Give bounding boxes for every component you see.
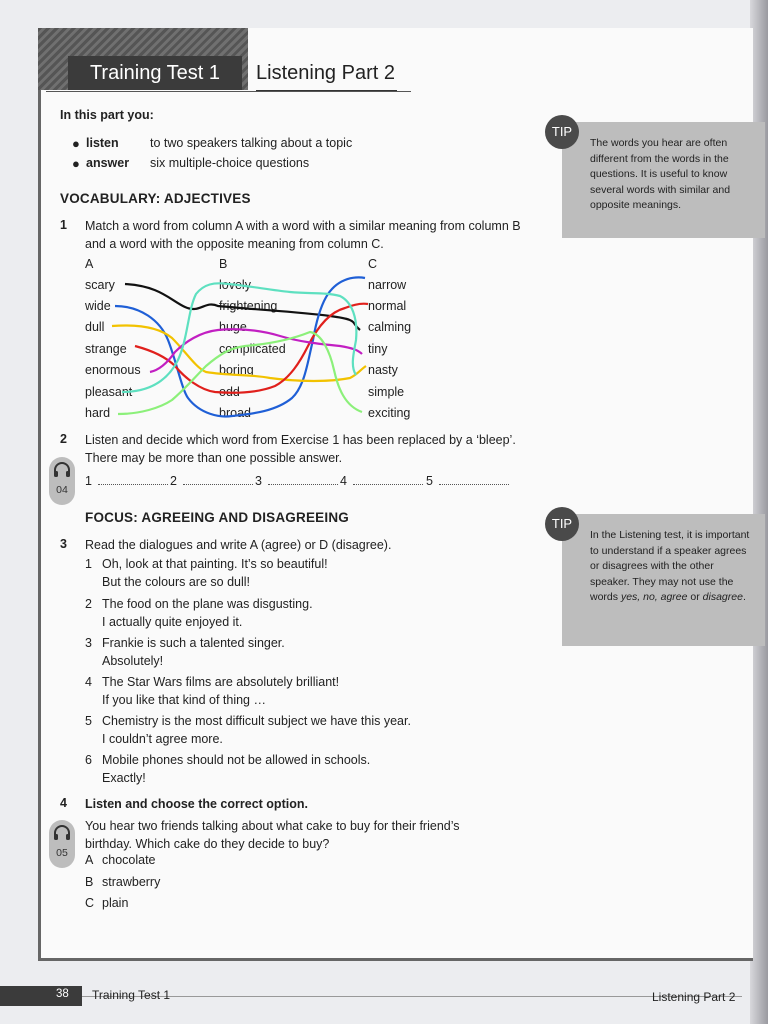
match-line-black <box>125 284 360 330</box>
column-b-word: huge <box>219 320 247 334</box>
option-text: strawberry <box>102 875 161 889</box>
bullet-text: six multiple-choice questions <box>150 156 310 170</box>
column-a-word: hard <box>85 406 111 420</box>
question-number: 4 <box>60 796 67 810</box>
question-number: 1 <box>60 218 67 232</box>
tip-text-italic: yes, no, agree <box>620 591 688 603</box>
answer-slot[interactable] <box>170 474 253 488</box>
tip-badge-2: TIP <box>545 507 579 541</box>
answer-number: 2 <box>170 474 177 488</box>
tip-badge-1: TIP <box>545 115 579 149</box>
audio-track-badge[interactable] <box>49 820 75 868</box>
column-c-word: normal <box>368 299 407 313</box>
answer-slot[interactable] <box>340 474 423 488</box>
question-prompt: You hear two friends talking about what cake to buy for their friend’s birthday. Which cake do they decide to buy? <box>85 819 460 851</box>
dialogue-line-2: Absolutely! <box>102 654 164 668</box>
match-line-lightgreen <box>118 332 362 414</box>
dialogue-number: 5 <box>85 714 92 728</box>
bullet-text: to two speakers talking about a topic <box>150 136 353 150</box>
test-title: Training Test 1 <box>68 56 242 90</box>
column-b-word: boring <box>219 363 254 377</box>
answer-blank[interactable] <box>268 474 338 485</box>
column-c-word: calming <box>368 320 412 334</box>
column-c-word: nasty <box>368 363 398 377</box>
column-b-word: lovely <box>219 278 251 292</box>
footer-test-title: Training Test 1 <box>92 988 171 1002</box>
dialogue-line-1: The Star Wars films are absolutely brilliant! <box>102 675 340 689</box>
footer-divider <box>82 996 742 997</box>
tip-text-part: . <box>742 591 746 603</box>
headphones-icon <box>52 823 72 843</box>
dialogue-number: 3 <box>85 636 92 650</box>
answer-number: 4 <box>340 474 347 488</box>
dialogue-line-2: I actually quite enjoyed it. <box>102 615 243 629</box>
dialogue-line-2: Exactly! <box>102 771 146 785</box>
page-number: 38 <box>56 988 69 1000</box>
column-a-heading: A <box>85 257 94 271</box>
answer-blank[interactable] <box>183 474 253 485</box>
tip-text-part: or <box>687 591 703 603</box>
column-c-word: exciting <box>368 406 411 420</box>
column-a-word: pleasant <box>85 385 133 399</box>
answer-slot[interactable] <box>426 474 509 488</box>
tip-text-part: In the Listening test, it is important to understand if a speaker agrees or disagrees with the other speaker. They may not use the words <box>590 529 750 603</box>
column-b-word: complicated <box>219 342 286 356</box>
column-a-word: dull <box>85 320 105 334</box>
option-text: plain <box>102 896 129 910</box>
bullet-dot-icon: ● <box>72 156 80 171</box>
headphones-icon <box>52 460 72 480</box>
dialogue-line-1: Oh, look at that painting. It’s so beautiful! <box>102 557 328 571</box>
section-heading-vocabulary: VOCABULARY: ADJECTIVES <box>60 191 251 206</box>
answer-number: 1 <box>85 474 92 488</box>
dialogue-number: 2 <box>85 597 92 611</box>
dialogue-line-2: But the colours are so dull! <box>102 575 250 589</box>
tip-text: The words you hear are often different from the words in the questions. It is useful to know several words with similar and opposite meanings. <box>590 137 731 211</box>
section-heading-focus: FOCUS: AGREEING AND DISAGREEING <box>85 510 349 525</box>
tip-text-italic: disagree <box>702 591 743 603</box>
option-letter: A <box>85 853 94 867</box>
column-b-heading: B <box>219 257 228 271</box>
answer-blank[interactable] <box>353 474 423 485</box>
column-a-word: wide <box>85 299 111 313</box>
audio-track-number: 04 <box>56 484 68 496</box>
question-text: Match a word from column A with a word with a similar meaning from column B and a word with the opposite meaning from column C. <box>85 219 521 251</box>
question-text: Listen and choose the correct option. <box>85 797 308 811</box>
answer-slot[interactable] <box>255 474 338 488</box>
dialogue-line-2: If you like that kind of thing … <box>102 693 266 707</box>
column-b-word: odd <box>219 385 240 399</box>
option-text: chocolate <box>102 853 156 867</box>
audio-track-number: 05 <box>56 847 68 859</box>
column-c-word: simple <box>368 385 405 399</box>
column-c-word: tiny <box>368 342 388 356</box>
footer-page-tab <box>0 986 82 1006</box>
bullet-dot-icon: ● <box>72 136 80 151</box>
column-c-word: narrow <box>368 278 407 292</box>
question-text: Listen and decide which word from Exercise 1 has been replaced by a ‘bleep’. There may be more than one possible answer. <box>85 433 516 465</box>
dialogue-line-1: Mobile phones should not be allowed in schools. <box>102 753 371 767</box>
bullet-keyword: answer <box>86 156 130 170</box>
column-a-word: strange <box>85 342 127 356</box>
answer-blank[interactable] <box>439 474 509 485</box>
answer-number: 5 <box>426 474 433 488</box>
question-text: Read the dialogues and write A (agree) or D (disagree). <box>85 538 392 552</box>
dialogue-line-2: I couldn’t agree more. <box>102 732 223 746</box>
answer-slot[interactable] <box>85 474 168 488</box>
bullet-keyword: listen <box>86 136 119 150</box>
option-letter: C <box>85 896 95 910</box>
question-number: 3 <box>60 537 67 551</box>
part-title: Listening Part 2 <box>256 58 397 92</box>
column-a-word: enormous <box>85 363 141 377</box>
dialogue-line-1: Chemistry is the most difficult subject we have this year. <box>102 714 411 728</box>
tip-box-2 <box>562 514 765 646</box>
column-c-heading: C <box>368 257 378 271</box>
column-b-word: frightening <box>219 299 278 313</box>
footer-part-title: Listening Part 2 <box>652 990 736 1004</box>
dialogue-number: 6 <box>85 753 92 767</box>
intro-heading: In this part you: <box>60 108 154 122</box>
audio-track-badge[interactable] <box>49 457 75 505</box>
column-b-word: broad <box>219 406 251 420</box>
dialogue-number: 1 <box>85 557 92 571</box>
column-a-word: scary <box>85 278 115 292</box>
dialogue-line-1: The food on the plane was disgusting. <box>102 597 313 611</box>
option-letter: B <box>85 875 94 889</box>
dialogue-number: 4 <box>85 675 92 689</box>
answer-number: 3 <box>255 474 262 488</box>
answer-blank[interactable] <box>98 474 168 485</box>
dialogue-line-1: Frankie is such a talented singer. <box>102 636 285 650</box>
question-number: 2 <box>60 432 67 446</box>
